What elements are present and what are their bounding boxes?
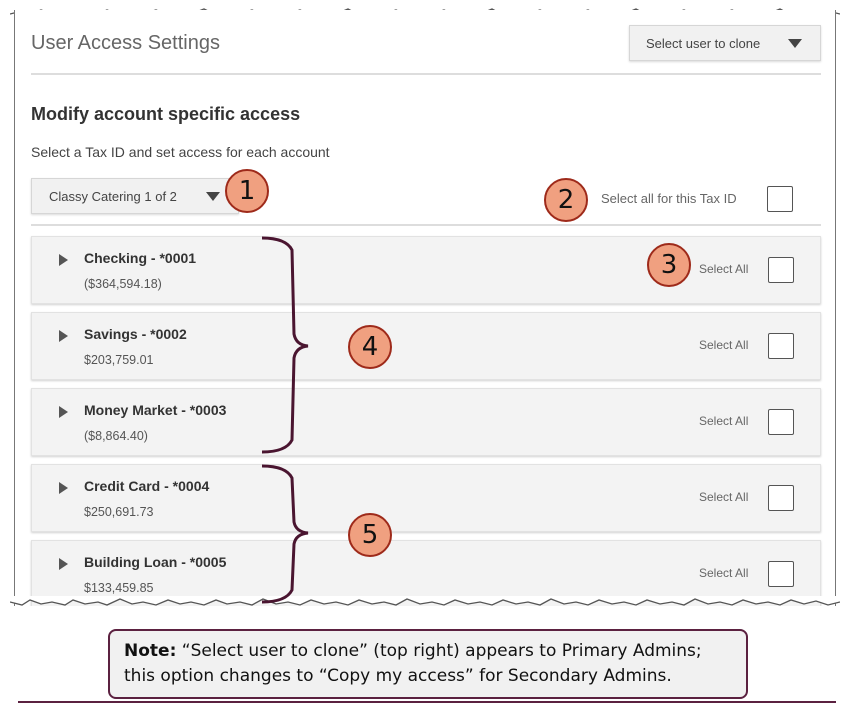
- account-card-money-market[interactable]: [31, 388, 821, 456]
- expand-arrow-icon[interactable]: [59, 254, 68, 266]
- account-balance: $250,691.73: [84, 505, 154, 519]
- account-balance: ($8,864.40): [84, 429, 148, 443]
- brace-accounts-group-2: [260, 464, 310, 604]
- brace-accounts-group-1: [260, 236, 310, 454]
- clone-dropdown-label: Select user to clone: [646, 35, 761, 51]
- expand-arrow-icon[interactable]: [59, 482, 68, 494]
- select-all-tax-id-checkbox[interactable]: [767, 186, 793, 212]
- select-all-label: Select All: [699, 490, 749, 504]
- header-divider: [31, 73, 821, 75]
- select-all-label: Select All: [699, 262, 749, 276]
- note-box: [108, 629, 748, 699]
- expand-arrow-icon[interactable]: [59, 330, 68, 342]
- account-name: Money Market - *0003: [84, 402, 227, 418]
- callout-5: 5: [348, 513, 392, 557]
- callout-1: 1: [225, 169, 269, 213]
- note-text: “Select user to clone” (top right) appears to Primary Admins; this option changes to “Copy my access” for Secondary Admins.: [124, 641, 702, 686]
- select-all-label: Select All: [699, 414, 749, 428]
- account-name: Credit Card - *0004: [84, 478, 210, 494]
- callout-3: 3: [647, 243, 691, 287]
- account-balance: ($364,594.18): [84, 277, 162, 291]
- select-all-checkbox[interactable]: [768, 485, 794, 511]
- select-all-checkbox[interactable]: [768, 257, 794, 283]
- select-user-to-clone-dropdown[interactable]: [629, 25, 821, 61]
- account-card-credit-card[interactable]: [31, 464, 821, 532]
- bottom-divider: [18, 701, 836, 703]
- select-all-label: Select All: [699, 338, 749, 352]
- screenshot-frame: [14, 10, 836, 606]
- select-all-label: Select All: [699, 566, 749, 580]
- section-title: Modify account specific access: [31, 104, 301, 124]
- expand-arrow-icon[interactable]: [59, 406, 68, 418]
- tax-id-divider: [31, 224, 821, 226]
- note-label: Note:: [124, 641, 177, 661]
- callout-4: 4: [348, 325, 392, 369]
- account-name: Checking - *0001: [84, 250, 197, 266]
- page-title: User Access Settings: [31, 32, 220, 54]
- expand-arrow-icon[interactable]: [59, 558, 68, 570]
- select-all-checkbox[interactable]: [768, 409, 794, 435]
- torn-edge-bottom: [10, 596, 840, 610]
- select-all-checkbox[interactable]: [768, 333, 794, 359]
- account-name: Savings - *0002: [84, 326, 187, 342]
- account-balance: $203,759.01: [84, 353, 154, 367]
- account-card-checking[interactable]: [31, 236, 821, 304]
- tax-id-dropdown-value: Classy Catering 1 of 2: [49, 188, 177, 204]
- chevron-down-icon: [788, 39, 802, 48]
- select-all-checkbox[interactable]: [768, 561, 794, 587]
- chevron-down-icon: [206, 192, 220, 201]
- account-balance: $133,459.85: [84, 581, 154, 595]
- select-all-tax-id-label: Select all for this Tax ID: [601, 191, 737, 206]
- section-subtitle: Select a Tax ID and set access for each account: [31, 144, 330, 160]
- account-name: Building Loan - *0005: [84, 554, 227, 570]
- account-card-savings[interactable]: [31, 312, 821, 380]
- tax-id-dropdown[interactable]: [31, 178, 239, 214]
- callout-2: 2: [544, 178, 588, 222]
